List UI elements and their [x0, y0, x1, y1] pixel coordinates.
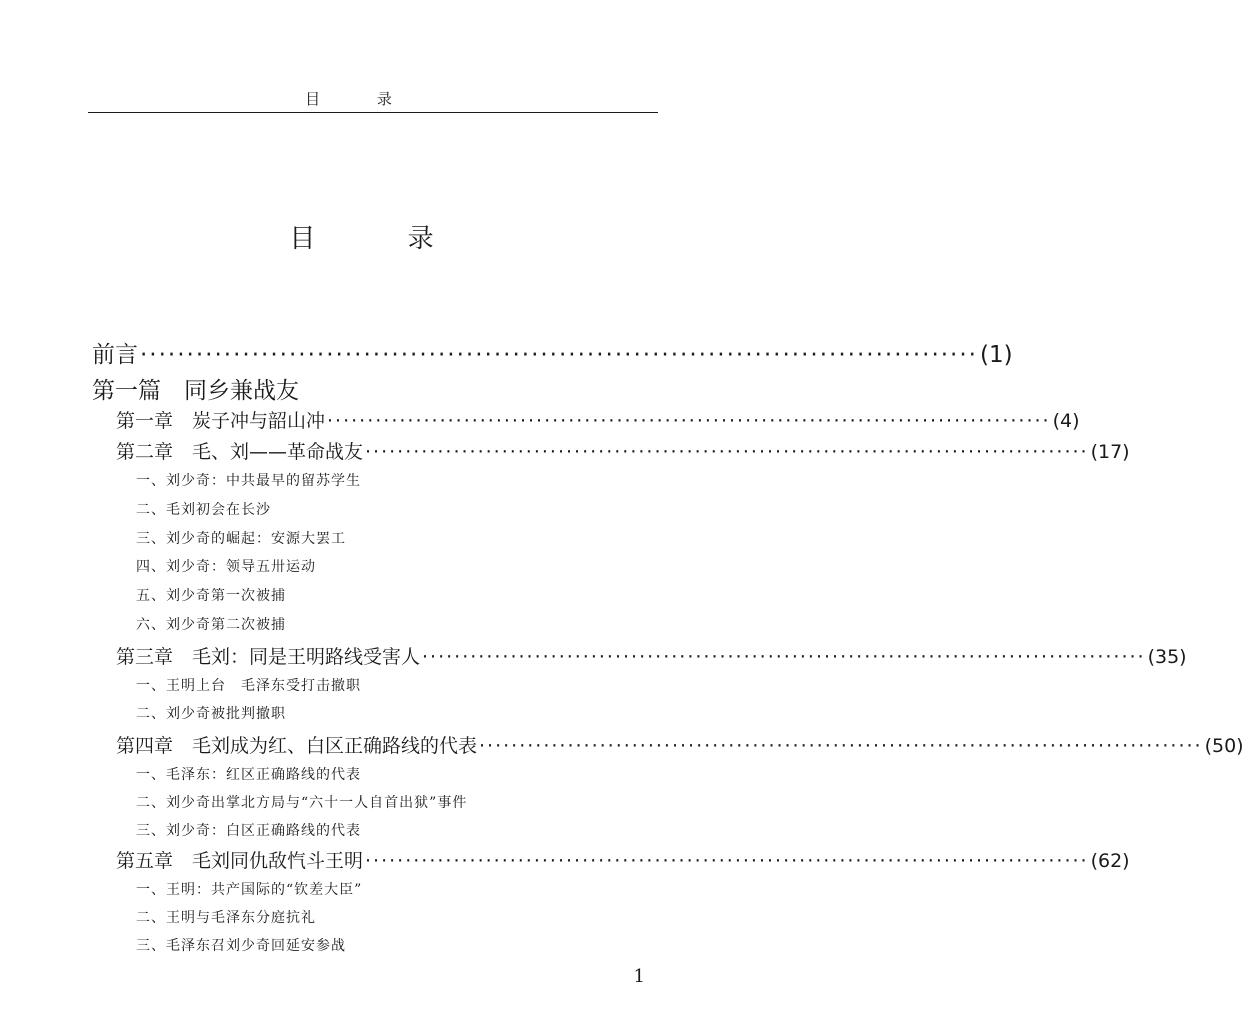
toc-section[interactable]: 二、刘少奇出掌北方局与“六十一人自首出狱”事件: [136, 795, 468, 811]
toc-section[interactable]: 三、刘少奇：白区正确路线的代表: [136, 823, 361, 839]
toc-section[interactable]: 四、刘少奇：领导五卅运动: [136, 559, 316, 575]
leader-dots: ··························································································: [422, 646, 1146, 668]
toc-page-number: (1): [980, 342, 1013, 368]
toc-entry-preface[interactable]: [92, 336, 1013, 369]
toc-section[interactable]: 一、毛泽东：红区正确路线的代表: [136, 767, 361, 783]
toc-chapter-3[interactable]: [116, 642, 1187, 669]
toc-part-label: 第一篇 同乡兼战友: [92, 378, 299, 404]
toc-section[interactable]: 一、王明上台 毛泽东受打击撤职: [136, 678, 361, 694]
toc-entry-label: 前言: [92, 342, 138, 368]
leader-dots: ··························································································: [365, 850, 1089, 872]
header-rule: [88, 112, 658, 113]
toc-chapter-4[interactable]: [116, 731, 1244, 758]
toc-part-1[interactable]: [92, 372, 657, 405]
page-title: 目 录: [289, 224, 476, 254]
toc-chapter-2[interactable]: [116, 437, 1130, 464]
running-header: 目 录: [305, 90, 418, 108]
toc-section[interactable]: 二、毛刘初会在长沙: [136, 502, 271, 518]
toc-section[interactable]: 一、王明：共产国际的“钦差大臣”: [136, 882, 363, 898]
toc-page-number: (4): [1052, 410, 1080, 432]
toc-section[interactable]: 三、刘少奇的崛起：安源大罢工: [136, 531, 346, 547]
toc-chapter-label: 第二章 毛、刘——革命战友: [116, 441, 364, 463]
toc-section[interactable]: 一、刘少奇：中共最早的留苏学生: [136, 473, 361, 489]
toc-section[interactable]: 五、刘少奇第一次被捕: [136, 588, 286, 604]
toc-section[interactable]: 六、刘少奇第二次被捕: [136, 617, 286, 633]
leader-dots: ··························································································: [327, 410, 1051, 432]
page-number: 1: [633, 966, 645, 987]
toc-chapter-label: 第五章 毛刘同仇敌忾斗王明: [116, 850, 364, 872]
toc-section[interactable]: 二、刘少奇被批判撤职: [136, 706, 286, 722]
leader-dots: ··························································································: [140, 342, 978, 368]
toc-page-number: (35): [1147, 646, 1187, 668]
leader-dots: ··························································································: [365, 441, 1089, 463]
toc-chapter-label: 第一章 炭子冲与韶山冲: [116, 410, 326, 432]
toc-chapter-1[interactable]: [116, 406, 1080, 433]
leader-dots: ··························································································: [479, 735, 1203, 757]
toc-page-number: (50): [1204, 735, 1244, 757]
toc-page-number: (17): [1090, 441, 1130, 463]
toc-section[interactable]: 三、毛泽东召刘少奇回延安参战: [136, 938, 346, 954]
toc-section[interactable]: 二、王明与毛泽东分庭抗礼: [136, 910, 316, 926]
toc-chapter-label: 第三章 毛刘：同是王明路线受害人: [116, 646, 421, 668]
toc-page-number: (62): [1090, 850, 1130, 872]
toc-chapter-label: 第四章 毛刘成为红、白区正确路线的代表: [116, 735, 478, 757]
toc-chapter-5[interactable]: [116, 846, 1130, 873]
